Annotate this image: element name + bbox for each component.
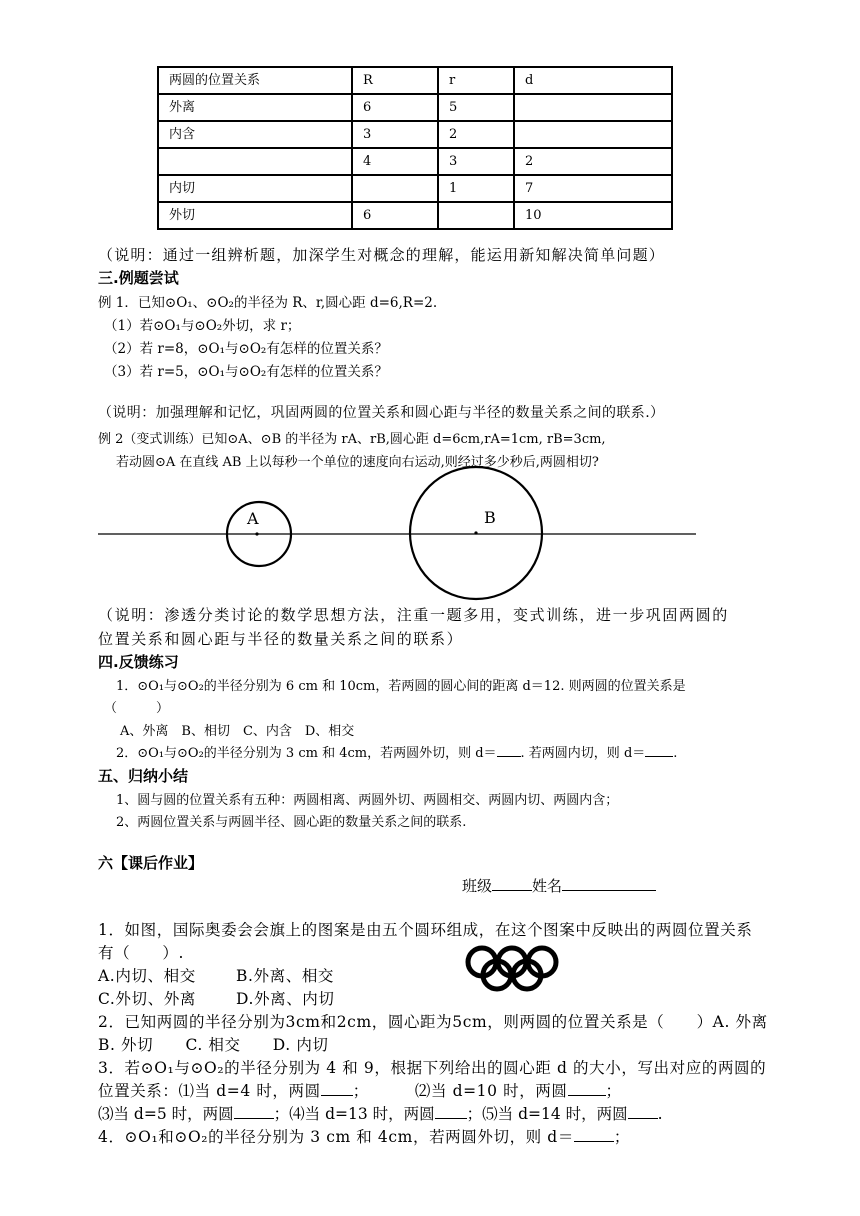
name-field[interactable] <box>562 876 656 891</box>
class-label: 班级 <box>462 877 493 895</box>
center-a <box>255 532 258 535</box>
note-1: （说明：通过一组辨析题，加深学生对概念的理解，能运用新知解决简单问题） <box>98 246 666 264</box>
practice-q1-paren: （ ） <box>104 701 170 716</box>
answer-blank[interactable] <box>234 1105 274 1119</box>
table-cell <box>158 148 352 175</box>
homework-q2-line2: B. 外切 C. 相交 D. 内切 <box>98 1036 329 1054</box>
table-cell <box>352 175 438 202</box>
example-2-line2: 若动圆⊙A 在直线 AB 上以每秒一个单位的速度向右运动,则经过多少秒后,两圆相切? <box>116 455 599 470</box>
homework-q3-line3 <box>98 1102 663 1124</box>
homework-q3-text: ⑶当 d=5 时，两圆 <box>98 1105 234 1123</box>
table-cell: 3 <box>352 121 438 148</box>
note-2: （说明：加强理解和记忆，巩固两圆的位置关系和圆心距与半径的数量关系之间的联系.） <box>98 405 665 421</box>
table-cell: 10 <box>514 202 672 229</box>
example-1: 例 1．已知⊙O₁、⊙O₂的半径为 R、r,圆心距 d=6,R=2. <box>98 295 438 311</box>
example-1-q3: （3）若 r=5，⊙O₁与⊙O₂有怎样的位置关系？ <box>104 364 388 380</box>
table-cell: 内切 <box>158 175 352 202</box>
section-6-title: 六【课后作业】 <box>98 854 204 872</box>
homework-q3-text: 位置关系：⑴当 d=4 时，两圆 <box>98 1082 321 1100</box>
answer-blank[interactable] <box>645 743 673 757</box>
circle-b <box>410 467 542 599</box>
example-2-line1: 例 2（变式训练）已知⊙A、⊙B 的半径为 rA、rB,圆心距 d=6cm,rA=1cm, rB=3cm, <box>98 432 606 447</box>
table-cell: 外离 <box>158 94 352 121</box>
homework-q3-text: ； <box>605 1082 622 1100</box>
homework-q3-text: . <box>657 1105 663 1123</box>
table-header-cell: d <box>514 67 672 94</box>
table-cell <box>438 202 514 229</box>
answer-blank[interactable] <box>497 743 521 757</box>
note-3-line1: （说明：渗透分类讨论的数学思想方法，注重一题多用，变式训练，进一步巩固两圆的 <box>98 606 729 624</box>
class-name-line <box>462 875 656 896</box>
label-a: A <box>247 509 259 528</box>
table-cell: 3 <box>438 148 514 175</box>
circle-a <box>227 502 291 566</box>
homework-q4-text: 4．⊙O₁和⊙O₂的半径分别为 3 cm 和 4cm，若两圆外切，则 d＝ <box>98 1128 574 1146</box>
table-cell: 外切 <box>158 202 352 229</box>
table-header-row <box>158 67 672 94</box>
table-cell: 2 <box>514 148 672 175</box>
table-cell: 6 <box>352 94 438 121</box>
homework-q3-line2 <box>98 1079 622 1101</box>
homework-q3-text: ；⑸当 d=14 时，两圆 <box>466 1105 628 1123</box>
class-field[interactable] <box>492 876 532 891</box>
section-3-title: 三.例题尝试 <box>98 269 179 287</box>
table-row <box>158 175 672 202</box>
table-cell: 5 <box>438 94 514 121</box>
table-cell <box>514 121 672 148</box>
table-cell: 内含 <box>158 121 352 148</box>
practice-q2-text-c: . <box>673 746 678 761</box>
table-header-cell: 两圆的位置关系 <box>158 67 352 94</box>
olympic-rings-icon <box>468 948 556 989</box>
practice-q1-options: A、外离 B、相切 C、内含 D、相交 <box>120 724 355 739</box>
summary-item-1: 1、圆与圆的位置关系有五种：两圆相离、两圆外切、两圆相交、两圆内切、两圆内含； <box>116 793 619 808</box>
table-cell <box>514 94 672 121</box>
answer-blank[interactable] <box>628 1105 658 1119</box>
homework-q1-line2: 有（ ）. <box>98 944 185 962</box>
center-b <box>474 531 477 534</box>
table-row <box>158 202 672 229</box>
homework-q4 <box>98 1125 630 1147</box>
table-cell: 1 <box>438 175 514 202</box>
table-cell: 2 <box>438 121 514 148</box>
homework-q1-option-b: B.外离、相交 <box>236 967 335 985</box>
table-cell: 6 <box>352 202 438 229</box>
practice-q1: 1．⊙O₁与⊙O₂的半径分别为 6 cm 和 10cm，若两圆的圆心间的距离 d＝12. 则两圆的位置关系是 <box>116 679 686 694</box>
note-3-line2: 位置关系和圆心距与半径的数量关系之间的联系） <box>98 630 464 648</box>
homework-q4-text: ； <box>613 1128 631 1146</box>
table-row <box>158 121 672 148</box>
homework-q2-line1: 2．已知两圆的半径分别为3cm和2cm，圆心距为5cm，则两圆的位置关系是（ ）A. 外离 <box>98 1013 768 1031</box>
position-relation-table <box>157 66 673 230</box>
practice-q2-text-b: . 若两圆内切，则 d＝ <box>520 746 646 761</box>
table-row <box>158 148 672 175</box>
answer-blank[interactable] <box>321 1082 353 1096</box>
homework-q1-line1: 1．如图，国际奥委会会旗上的图案是由五个圆环组成，在这个图案中反映出的两圆位置关系 <box>98 921 753 939</box>
homework-q1-option-d: D.外离、内切 <box>236 990 335 1008</box>
homework-q1-option-c: C.外切、外离 <box>98 990 196 1008</box>
table-cell: 7 <box>514 175 672 202</box>
homework-q3-line1: 3．若⊙O₁与⊙O₂的半径分别为 4 和 9，根据下列给出的圆心距 d 的大小，写出对应的两圆的 <box>98 1059 767 1077</box>
example-1-q1: （1）若⊙O₁与⊙O₂外切，求 r； <box>104 318 301 334</box>
table-cell: 4 <box>352 148 438 175</box>
answer-blank[interactable] <box>568 1082 606 1096</box>
table-header-cell: R <box>352 67 438 94</box>
homework-q1-option-a: A.内切、相交 <box>98 967 196 985</box>
summary-item-2: 2、两圆位置关系与两圆半径、圆心距的数量关系之间的联系. <box>116 815 467 830</box>
practice-q2-text-a: 2．⊙O₁与⊙O₂的半径分别为 3 cm 和 4cm，若两圆外切，则 d＝ <box>116 746 497 761</box>
section-5-title: 五、归纳小结 <box>98 767 189 785</box>
label-b: B <box>484 508 496 527</box>
table-header-cell: r <box>438 67 514 94</box>
homework-q3-text: ⑵当 d=10 时，两圆 <box>414 1082 568 1100</box>
answer-blank[interactable] <box>574 1128 614 1142</box>
section-4-title: 四.反馈练习 <box>98 653 179 671</box>
practice-q2 <box>116 742 677 761</box>
answer-blank[interactable] <box>435 1105 467 1119</box>
homework-q3-text: ； <box>352 1082 369 1100</box>
name-label: 姓名 <box>532 877 563 895</box>
homework-q3-text: ；⑷当 d=13 时，两圆 <box>273 1105 435 1123</box>
table-row <box>158 94 672 121</box>
example-1-q2: （2）若 r=8，⊙O₁与⊙O₂有怎样的位置关系？ <box>104 341 388 357</box>
